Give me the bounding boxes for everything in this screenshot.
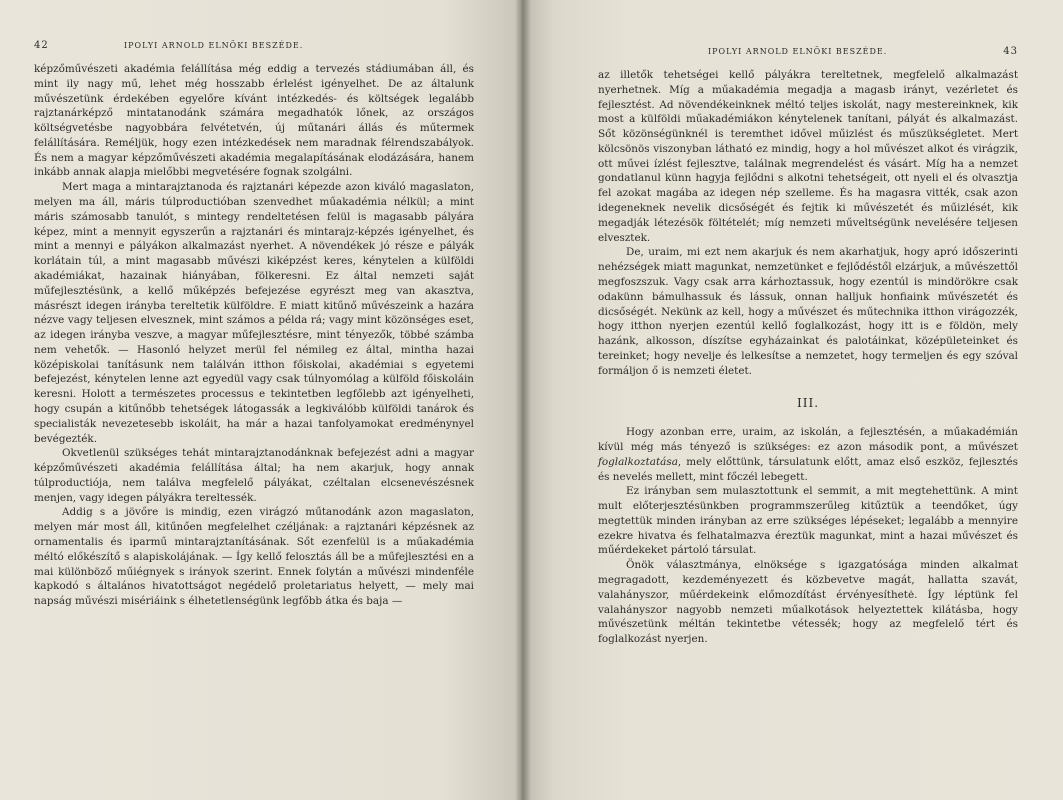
right-page — [522, 0, 1063, 800]
running-head-right — [598, 46, 1018, 62]
paragraph: De, uraim, mi ezt nem akarjuk és nem akarhatjuk, hogy apró időszerinti nehézségek miatt magunkat, nemzetünket e fejlődéstől elzárjuk, a művészettől megfoszszuk. Vagy csak arra kárhoztassuk, hogy ezentúl is mindörökre csak odakünn bámulhassuk és lássuk, onnan halljuk honfiaink művészetét és dicsőségét. Nekünk az kell, hogy a művészet és műtechnika itthon virágozzék, hogy itthon nyerjen ezentúl kellő foglalkozást, hogy itt is e földön, mely hazánk, alkosson, díszítse egyházainkat és palotáinkat, középületeinket és tereinket; hogy nevelje és lelkesítse a nemzetet, hogy termeljen és egy szóval formáljon ő is nemzeti életet. — [598, 246, 1018, 377]
paragraph: Okvetlenül szükséges tehát mintarajztanodánknak befejezést adni a magyar képzőművészeti akadémia felállítása által; ha nem akarjuk, hogy annak túlproductiója, nem találva megfelelő pályákat, czéltalan elcsenevészésnek menjen, vagy idegen pályákra tereltessék. — [34, 447, 474, 504]
paragraph: Addig s a jövőre is mindig, ezen virágzó műtanodánk azon magaslaton, melyen már most áll, kitűnően megfelelhet czéljának: a rajztanári képzésnek az ornamentalis és iparmű mintarajztanításának. Sőt ezenfelül is a műakadémia méltó előkészítő s alapiskolájának. — Így kellő felosztás áll be a műfejlesztési en a mai különböző műiégnyek s irányok szerint. Ennek folytán a művészi mindenféle kapkodó s általános hivatottságot negédelő proletariatus helyett, — mely mai napság művészi misériáink s élhetetlenségünk legfőbb átka és baja — — [34, 506, 474, 608]
page-number-right: 43 — [1003, 46, 1018, 57]
section-heading: III. — [796, 396, 820, 411]
book-gutter-shadow — [515, 0, 531, 800]
emphasized-term: foglalkoztatása — [598, 455, 678, 468]
page-number-left: 42 — [34, 40, 49, 51]
paragraph: Önök választmánya, elnöksége s igazgatósága minden alkalmat megragadott, kezdeményezett és közbevetve magát, hallatta szavát, valahányszor, műérdekeink előmozdítást érvényesíthetė. Így léptünk fel valahányszor nagyobb nemzeti műalkotások helyeztettek kilátásba, hogy művészetünk méltán tekintetbe vétessék; hogy az megfelelő tért és foglalkozást nyerjen. — [598, 559, 1018, 646]
paragraph-text: Hogy azonban erre, uraim, az iskolán, a fejlesztésén, a műakadémián kívül még más tényező is szükséges: ez azon második pont, a művészet — [598, 426, 1018, 453]
paragraph: az illetők tehetségei kellő pályákra tereltetnek, megfelelő alkalmazást nyerhetnek. Míg a műakadémia megadja a magasb irányt, vezérletet és fejlesztést. Ad növendékeinknek méltó teljes iskolát, nagy mestereinknek, kik most a külföldi műakadémiákon kénytelenek tanítani, pályát és alkalmazást. Sőt közönségünknél is teremthet idővel műizlést és műszükségletet. Mert kölcsönös viszonyban látható ez mindig, hogy a hol művészet alkot és virágzik, ott művei ízlést fejlesztve, találnak megrendelést és vásárt. Míg ha a nemzet gondatlanul künn hagyja fejlődni s alkotni tehetségeit, ott nyeli el és olvasztja fel azokat magába az idegen nép szelleme. És ha magasra vitték, csak azon idegeneknek nevelik dicsőségét és fejtik ki művészetét és műizlését, kik megadják létezésök föltételét; míg nemzeti műveltségünk nevelésére teljesen elvesztek. — [598, 69, 1018, 244]
left-page-body — [34, 62, 474, 609]
running-head-left — [34, 40, 474, 56]
left-page — [0, 0, 522, 800]
paragraph-text: , mely előttünk, társulatunk előtt, amaz első eszköz, fejlesztés és nevelés mellett, mint főczél lebegett. — [598, 455, 1018, 483]
running-head-title-right: IPOLYI ARNOLD ELNÖKI BESZÉDE. — [708, 47, 888, 56]
paragraph: Ez irányban sem mulasztottunk el semmit, a mit megtehettünk. A mint mult előterjesztésünkben programmszerűleg kitűztük a teendőket, úgy megtettük minden irányban az erre szükséges lépéseket; legalább a mennyire ezekre hivatva és felhatalmazva éreztük magunkat, mint a hazai művészet és műérdekeket pártoló társulat. — [598, 485, 1018, 557]
paragraph: képzőművészeti akadémia felállítása még eddig a tervezés stádiumában áll, és mint ily nagy mű, lehet még hosszabb érlelést igényelhet. De az általunk művészetünk érdekében egyelőre kívánt intézkedés- és költségek legalább rajztanárképző mintatanodánk számára megadhatók lőnek, az országos költségvetésbe nagyobbára felvétetvén, új műtanári állás és műtermek felállítására. Reméljük, hogy ezen intézkedések nem maradnak félrendszabályok. És nem a magyar képzőművészeti akadémia megalapításának elodázására, hanem inkább annak alapja mielőbbi megvetésére fognak szolgálni. — [34, 63, 474, 179]
paragraph — [598, 425, 1018, 484]
right-page-body — [598, 68, 1018, 647]
paragraph: Mert maga a mintarajztanoda és rajztanári képezde azon kiváló magaslaton, melyen ma áll, máris túlproductióban szenvedhet műakadémia nélkül; a mint máris számosabb tanulót, s mintegy rendeltetésen felül is magasabb pályára képez, mint a mennyit egyszerűn a rajztanári és mintarajz-képzés igényelhet, és mint a mennyi e pályákon alkalmazást nyerhet. A növendékek jó része e pályák korlátain túl, a mint magasabb művészi kiképzést keres, kénytelen a külföldi akadémiákat, hazainak hiányában, fölkeresni. Ez által nemzeti saját műfejlesztésünk, a kellő műképzés befejezése egyrészt meg van akasztva, másrészt idegen irányba tereltetik külföldre. E miatt kitűnő művészeink a hazára nézve vagy teljesen elvesznek, mint számos a példa rá; vagy mint közönséges eset, az idegen irányba veszve, a magyar műfejlesztésre, mint tényezők, többé számba nem vehetők. — Hasonló helyzet merül fel némileg ez által, mintha hazai középiskolai tanításunk nem találván itthon főiskolai, akadémiai s egyetemi befejezést, kénytelen lenne azt egyedül vagy csak túlnyomólag a külföld főiskoláin keresni. Holott a természetes processus e tekintetben legfőlebb azt igényelheti, hogy csupán a kitűnőbb tehetségek látogassák a legkiválóbb külföldi tanárok és specialisták nevezetesebb iskoláit, ha már a hazai tanfolyamokat eredménynyel bevégezték. — [34, 181, 474, 445]
running-head-title-left: IPOLYI ARNOLD ELNÖKI BESZÉDE. — [124, 41, 304, 50]
